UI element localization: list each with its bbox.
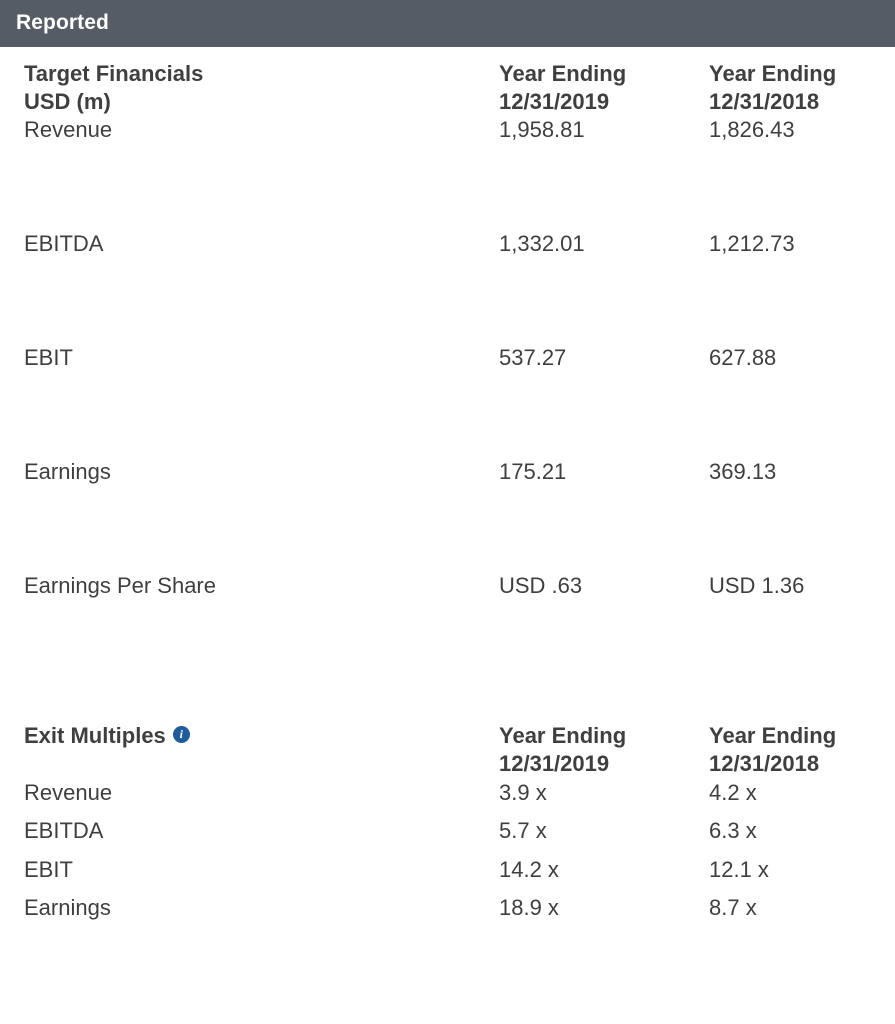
exit-row-label-revenue: Revenue xyxy=(24,779,113,805)
exit-multiples-title-cell xyxy=(24,722,499,778)
exit-row-value-earnings-2018: 8.7 x xyxy=(709,895,757,921)
exit-row-value-ebitda-2018: 6.3 x xyxy=(709,818,757,844)
exit-multiples-header-row xyxy=(24,722,895,778)
row-value-ebit-2019: 537.27 xyxy=(499,345,567,371)
row-label-ebitda: EBITDA xyxy=(24,231,104,257)
exit-row-value-ebit-2018: 12.1 x xyxy=(709,856,769,882)
row-value-eps-2018: USD 1.36 xyxy=(709,573,805,599)
exit-column-header-2018-line2: 12/31/2018 xyxy=(709,751,820,777)
exit-column-header-2018-line1: Year Ending xyxy=(709,723,837,749)
target-financials-title-line2: USD (m) xyxy=(24,89,111,115)
row-value-revenue-2019: 1,958.81 xyxy=(499,117,585,143)
info-icon[interactable]: i xyxy=(173,726,190,743)
row-label-revenue: Revenue xyxy=(24,117,113,143)
exit-column-header-2019 xyxy=(499,722,709,778)
table-row xyxy=(24,458,895,572)
table-row xyxy=(24,779,895,818)
table-row xyxy=(24,344,895,458)
column-header-2018-line2: 12/31/2018 xyxy=(709,89,820,115)
row-value-earnings-2019: 175.21 xyxy=(499,459,567,485)
table-row xyxy=(24,116,895,230)
row-label-ebit: EBIT xyxy=(24,345,73,371)
column-header-2019-line2: 12/31/2019 xyxy=(499,89,610,115)
table-row xyxy=(24,817,895,856)
row-label-earnings: Earnings xyxy=(24,459,111,485)
table-row xyxy=(24,572,895,686)
table-header-row xyxy=(24,47,895,116)
target-financials-table xyxy=(24,47,895,686)
row-value-eps-2019: USD .63 xyxy=(499,573,583,599)
section-spacer xyxy=(24,686,879,722)
row-label-eps: Earnings Per Share xyxy=(24,573,216,599)
exit-row-label-ebitda: EBITDA xyxy=(24,818,104,844)
exit-row-label-earnings: Earnings xyxy=(24,895,111,921)
exit-row-value-revenue-2019: 3.9 x xyxy=(499,779,547,805)
exit-column-header-2018 xyxy=(709,722,895,778)
exit-multiples-table xyxy=(24,722,895,932)
exit-row-value-ebitda-2019: 5.7 x xyxy=(499,818,547,844)
target-financials-title-line1: Target Financials xyxy=(24,61,204,86)
row-value-ebitda-2019: 1,332.01 xyxy=(499,231,585,257)
row-value-revenue-2018: 1,826.43 xyxy=(709,117,795,143)
row-value-earnings-2018: 369.13 xyxy=(709,459,777,485)
row-value-ebitda-2018: 1,212.73 xyxy=(709,231,795,257)
column-header-2019-line1: Year Ending xyxy=(499,61,627,86)
table-row xyxy=(24,894,895,933)
exit-row-value-earnings-2019: 18.9 x xyxy=(499,895,559,921)
column-header-2018 xyxy=(709,47,895,116)
exit-row-value-revenue-2018: 4.2 x xyxy=(709,779,757,805)
column-header-2019 xyxy=(499,47,709,116)
panel-content xyxy=(0,47,895,933)
exit-multiples-title: Exit Multiples xyxy=(24,723,166,749)
section-header-reported: Reported xyxy=(0,0,895,47)
column-header-2018-line1: Year Ending xyxy=(709,61,837,86)
exit-row-label-ebit: EBIT xyxy=(24,856,73,882)
table-row xyxy=(24,230,895,344)
exit-column-header-2019-line1: Year Ending xyxy=(499,723,627,749)
target-financials-title xyxy=(24,47,499,116)
table-row xyxy=(24,856,895,895)
exit-row-value-ebit-2019: 14.2 x xyxy=(499,856,559,882)
exit-column-header-2019-line2: 12/31/2019 xyxy=(499,751,610,777)
row-value-ebit-2018: 627.88 xyxy=(709,345,777,371)
